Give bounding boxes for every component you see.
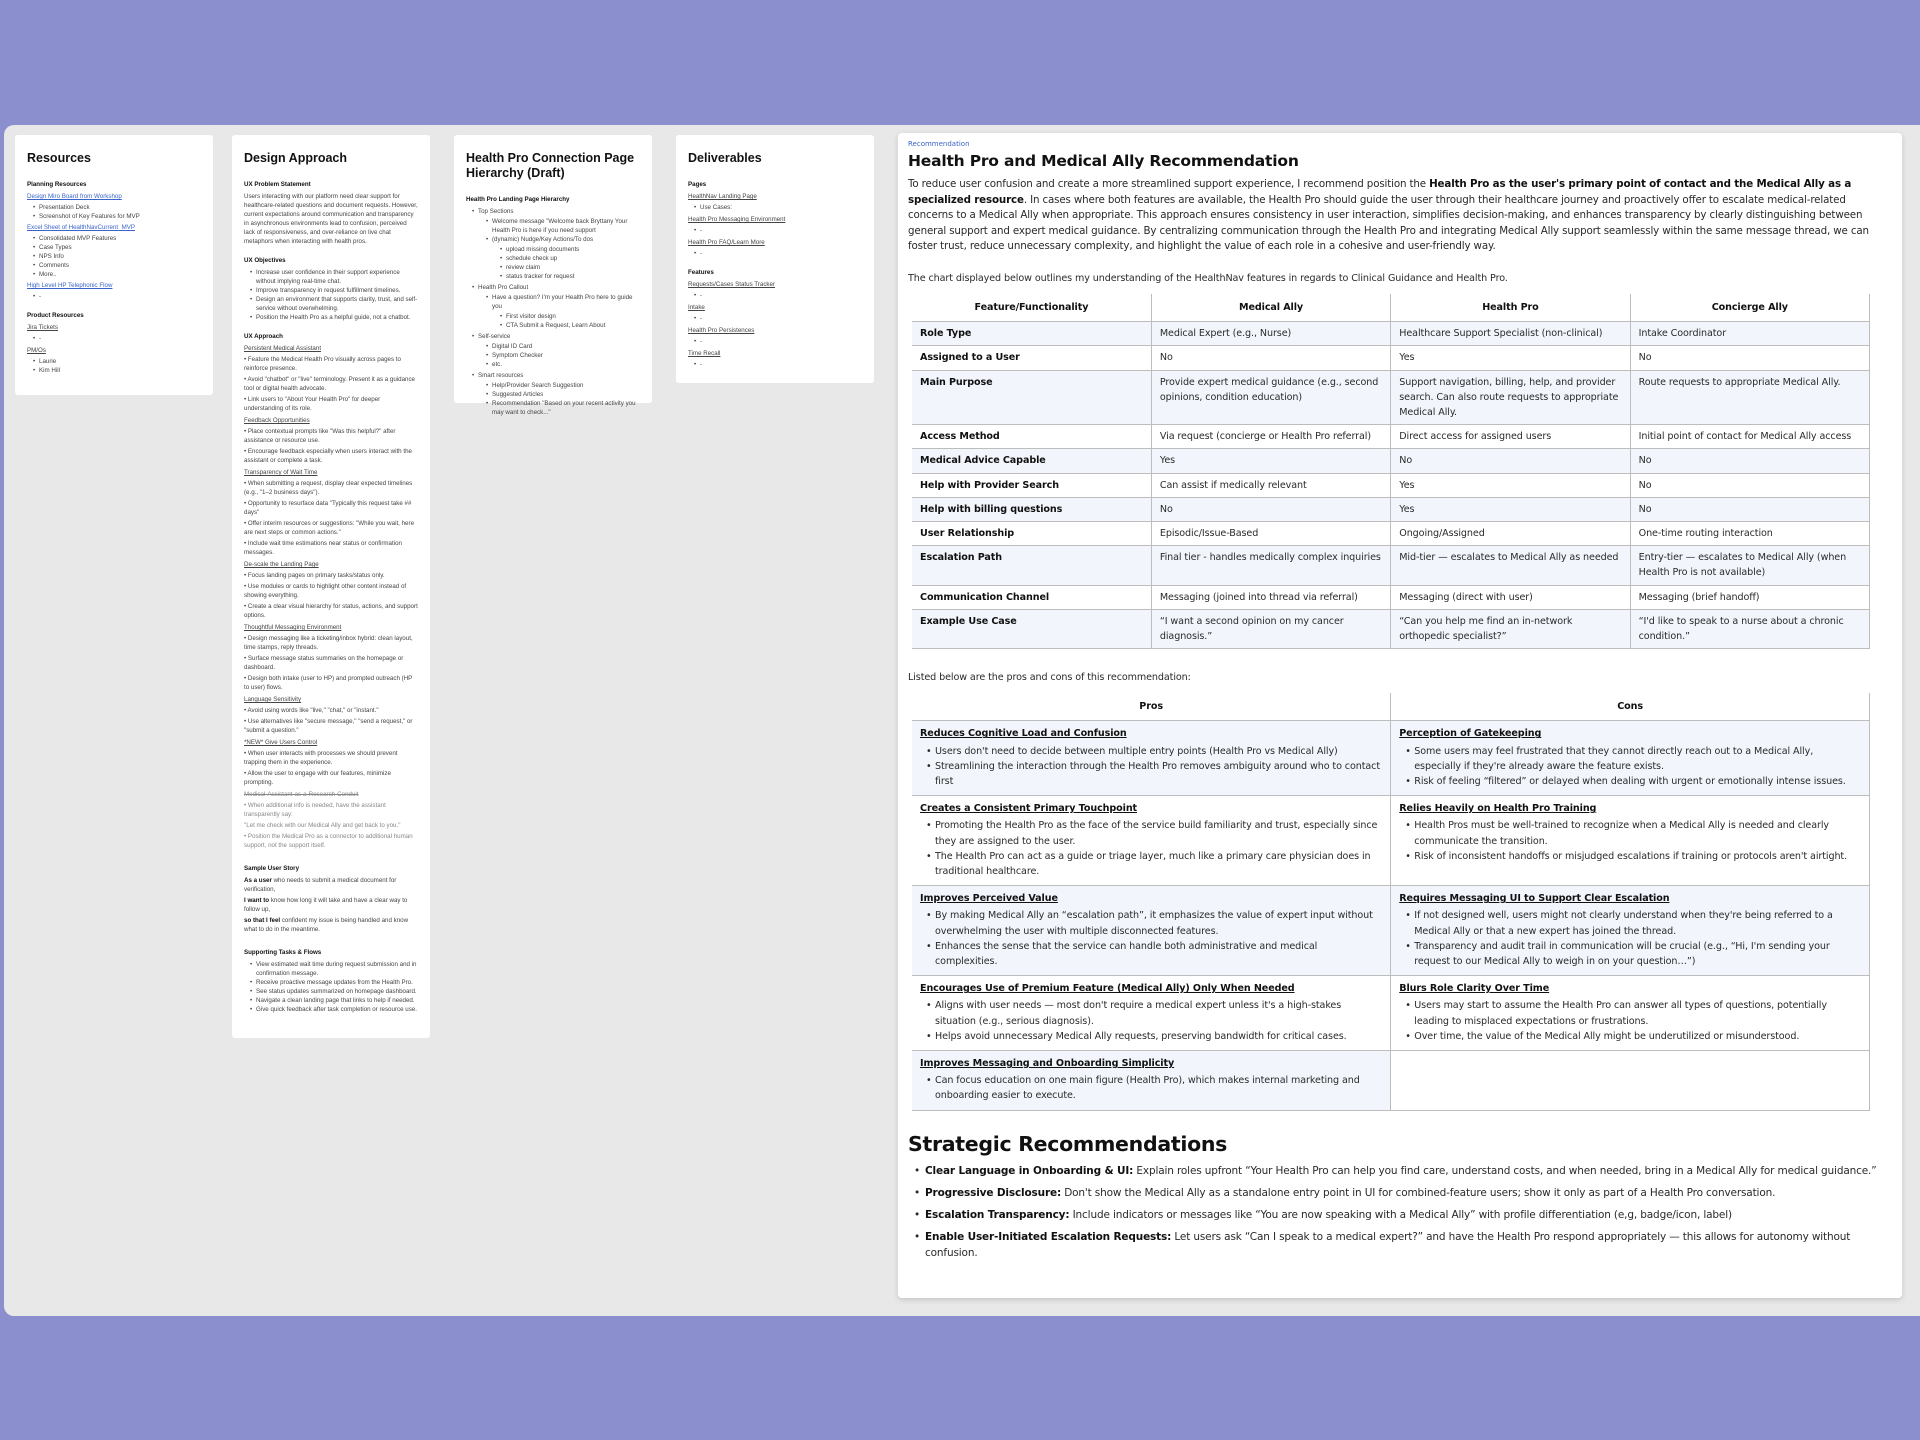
column-header: Pros [912, 693, 1391, 721]
resource-link[interactable]: Health Pro FAQ/Learn More [688, 239, 765, 246]
link-sublist [688, 203, 862, 212]
pro-cell [912, 886, 1391, 976]
ux-approach-heading: UX Approach [244, 333, 283, 340]
tree-leaf: • review claim [500, 263, 640, 272]
tasks-heading: Supporting Tasks & Flows [244, 949, 322, 956]
link-sublist [688, 360, 862, 369]
table-cell: Intake Coordinator [1630, 322, 1869, 346]
table-cell: No [1391, 449, 1630, 473]
row-label: Medical Advice Capable [912, 449, 1151, 473]
table-cell: Healthcare Support Specialist (non-clinical) [1391, 322, 1630, 346]
table-cell: Yes [1151, 449, 1390, 473]
features-heading: Features [688, 269, 714, 276]
resource-link[interactable]: PM/Os [27, 347, 46, 354]
pro-cell-title: Reduces Cognitive Load and Confusion [920, 728, 1127, 740]
tree-node: • etc. [486, 360, 640, 369]
table-cell: Entry-tier — escalates to Medical Ally (when Health Pro is not available) [1630, 546, 1869, 585]
pro-cell [912, 796, 1391, 886]
tree-node: • Symptom Checker [486, 351, 640, 360]
product-resources-heading: Product Resources [27, 312, 84, 319]
list-item: • Use Cases: [694, 203, 862, 212]
list-item: • Case Types [33, 243, 201, 252]
approach-section-link[interactable]: De-scale the Landing Page [244, 561, 319, 568]
column-header: Feature/Functionality [912, 294, 1151, 322]
strategic-item: • Clear Language in Onboarding & UI: Explain roles upfront “Your Health Pro can help you find care, understand costs, and when needed, bring in a Medical Ally for medical guidance.” [914, 1163, 1892, 1180]
task-item: • Receive proactive message updates from the Health Pro. [250, 978, 418, 987]
ux-objectives-list [244, 268, 418, 322]
tree-node: • Help/Provider Search Suggestion [486, 381, 640, 390]
hierarchy-tree [466, 207, 640, 417]
approach-line: • Avoid "chatbot" or "live" terminology. Present it as a guidance tool or digital health advocate. [244, 376, 416, 392]
row-label: Assigned to a User [912, 346, 1151, 370]
tree-node: • Health Pro Callout • Have a question? I'm your Health Pro here to guide you • First visitor design • CTA Submit a Request, Learn About [472, 283, 640, 330]
page-title: Health Pro and Medical Ally Recommendation [908, 152, 1299, 170]
approach-line: • Design messaging like a ticketing/inbox hybrid: clean layout, time stamps, reply threads. [244, 635, 413, 651]
resource-link[interactable]: Health Pro Persistences [688, 327, 755, 334]
objective-item: • Position the Health Pro as a helpful guide, not a chatbot. [250, 313, 418, 322]
table-row [912, 546, 1870, 585]
resources-card[interactable] [15, 135, 213, 395]
list-item: • By making Medical Ally an “escalation path”, it emphasizes the value of expert input without overwhelming the user with multiple disconnected features. [926, 908, 1382, 938]
table-cell: No [1630, 449, 1869, 473]
row-label: Communication Channel [912, 585, 1151, 609]
table-cell: Yes [1391, 473, 1630, 497]
strategic-item: • Enable User-Initiated Escalation Requests: Let users ask “Can I speak to a medical expert?” and have the Health Pro respond appropriately — this allows for autonomy without confusion. [914, 1229, 1892, 1262]
pros-cons-table [912, 693, 1870, 1110]
link-sublist [27, 334, 201, 343]
approach-line: • Use alternatives like "secure message," "send a request," or "submit a question." [244, 718, 413, 734]
table-cell: Messaging (direct with user) [1391, 585, 1630, 609]
table-cell: “I want a second opinion on my cancer diagnosis.” [1151, 609, 1390, 648]
list-item: • Aligns with user needs — most don't require a medical expert unless it's a high-stakes situation (e.g., serious diagnosis). [926, 998, 1382, 1028]
table-cell: “Can you help me find an in-network orthopedic specialist?” [1391, 609, 1630, 648]
table-row [912, 609, 1870, 648]
table-cell: No [1630, 346, 1869, 370]
approach-line: • Surface message status summaries on the homepage or dashboard. [244, 655, 404, 671]
column-header: Medical Ally [1151, 294, 1390, 322]
user-story [244, 876, 418, 934]
task-item: • Navigate a clean landing page that links to help if needed. [250, 996, 418, 1005]
features-list [688, 280, 862, 369]
deliverables-card[interactable] [676, 135, 874, 383]
list-item: • The Health Pro can act as a guide or triage layer, much like a primary care physician does in traditional healthcare. [926, 849, 1382, 879]
table-row [912, 1051, 1870, 1111]
link-sublist [688, 314, 862, 323]
task-item: • Give quick feedback after task completion or resource use. [250, 1005, 418, 1014]
link-sublist [27, 234, 201, 279]
tree-leaf: • schedule check up [500, 254, 640, 263]
list-item: • Promoting the Health Pro as the face of the service build familiarity and trust, especially since they are assigned to the user. [926, 818, 1382, 848]
pro-cell-title: Encourages Use of Premium Feature (Medical Ally) Only When Needed [920, 983, 1295, 995]
table-cell: Messaging (brief handoff) [1630, 585, 1869, 609]
approach-section-link[interactable]: Thoughtful Messaging Environment [244, 624, 342, 631]
task-item: • See status updates summarized on homepage dashboard. [250, 987, 418, 996]
approach-line: • Create a clear visual hierarchy for status, actions, and support options. [244, 603, 418, 619]
pro-cell-title: Improves Perceived Value [920, 893, 1058, 905]
recommendation-card[interactable] [898, 133, 1902, 1298]
approach-line: • Link users to "About Your Health Pro" for deeper understanding of its role. [244, 396, 381, 412]
list-item: • Streamlining the interaction through the Health Pro removes ambiguity around who to contact first [926, 759, 1382, 789]
con-cell-title: Relies Heavily on Health Pro Training [1399, 803, 1597, 815]
list-item: • - [694, 314, 862, 323]
list-item: • - [33, 334, 201, 343]
product-links [27, 323, 201, 375]
approach-section-link[interactable]: Feedback Opportunities [244, 417, 310, 424]
task-item: • View estimated wait time during request submission and in confirmation message. [250, 960, 418, 978]
pro-cell [912, 721, 1391, 796]
approach-line: • Focus landing pages on primary tasks/status only. [244, 572, 385, 579]
approach-line: • Include wait time estimations near status or confirmation messages. [244, 540, 402, 556]
tree-leaf: • First visitor design [500, 312, 640, 321]
resource-link[interactable]: Intake [688, 304, 705, 311]
list-item: • Health Pros must be well-trained to recognize when a Medical Ally is needed and clearly communicate the transition. [1405, 818, 1861, 848]
row-label: Role Type [912, 322, 1151, 346]
tree-node: • Welcome message "Welcome back Bryttany Your Health Pro is here if you need support [486, 217, 640, 235]
ux-objectives-heading: UX Objectives [244, 257, 286, 264]
list-item: • - [694, 337, 862, 346]
approach-line: • Feature the Medical Health Pro visually across pages to reinforce presence. [244, 356, 401, 372]
link-sublist [688, 337, 862, 346]
table-cell: No [1630, 473, 1869, 497]
approach-section-link[interactable]: Persistent Medical Assistant [244, 345, 322, 352]
list-item: • Comments [33, 261, 201, 270]
table-cell: No [1151, 346, 1390, 370]
table-row [912, 322, 1870, 346]
approach-line: • Design both intake (user to HP) and prompted outreach (HP to user) flows. [244, 675, 413, 691]
list-item: • Laurie [33, 357, 201, 366]
column-header: Cons [1391, 693, 1870, 721]
table-cell: Episodic/Issue-Based [1151, 522, 1390, 546]
row-label: Help with Provider Search [912, 473, 1151, 497]
list-item: • Users don't need to decide between multiple entry points (Health Pro vs Medical Ally) [926, 744, 1382, 759]
ux-approach-sections [244, 344, 418, 787]
table-cell: Via request (concierge or Health Pro referral) [1151, 425, 1390, 449]
objective-item: • Increase user confidence in their support experience without implying real-time chat. [250, 268, 418, 286]
objective-item: • Improve transparency in request fulfillment timelines. [250, 286, 418, 295]
list-item: • Over time, the value of the Medical Ally might be underutilized or misunderstood. [1405, 1029, 1861, 1044]
strategic-list [908, 1163, 1892, 1262]
approach-line: • When user interacts with processes we should prevent trapping them in the experience. [244, 750, 398, 766]
column-header: Concierge Ally [1630, 294, 1869, 322]
table-row [912, 796, 1870, 886]
table-cell: Provide expert medical guidance (e.g., second opinions, condition education) [1151, 370, 1390, 425]
table-cell: Support navigation, billing, help, and provider search. Can also route requests to appropriate Medical Ally. [1391, 370, 1630, 425]
table-cell: Route requests to appropriate Medical Ally. [1630, 370, 1869, 425]
approach-line: • Use modules or cards to highlight other content instead of showing everything. [244, 583, 407, 599]
hierarchy-subheading: Health Pro Landing Page Hierarchy [466, 196, 570, 203]
resource-link[interactable]: Design Miro Board from Workshop [27, 193, 122, 200]
table-row [912, 370, 1870, 425]
table-row [912, 976, 1870, 1051]
tree-leaf: • status tracker for request [500, 272, 640, 281]
struck-line: "Let me check with our Medical Ally and get back to you." [244, 822, 401, 829]
tree-node: • Smart resources • Help/Provider Search Suggestion • Suggested Articles • Recommendation "Based on your recent activity you may want to check..." [472, 371, 640, 417]
ux-problem-text: Users interacting with our platform need clear support for healthcare-related questions and document requests. However, current expectations around communication and transparency in asynchronous environments lead to confusion, perceived lack of responsiveness, and over-reliance on live chat metaphors when interacting with health pros. [244, 193, 418, 245]
list-item: • More.. [33, 270, 201, 279]
table-cell: Medical Expert (e.g., Nurse) [1151, 322, 1390, 346]
resource-link[interactable]: High Level HP Telephonic Flow [27, 282, 113, 289]
list-item: • - [694, 226, 862, 235]
list-item: • Enhances the sense that the service can handle both administrative and medical complexities. [926, 939, 1382, 969]
list-item: • Kim Hill [33, 366, 201, 375]
resource-link[interactable]: Excel Sheet of HealthNavCurrent_MVP [27, 224, 135, 231]
table-cell: One-time routing interaction [1630, 522, 1869, 546]
con-cell [1391, 1051, 1870, 1111]
list-item: • Helps avoid unnecessary Medical Ally requests, preserving bandwidth for critical cases. [926, 1029, 1382, 1044]
hierarchy-title: Health Pro Connection Page Hierarchy (Draft) [466, 151, 635, 180]
list-item: • - [694, 291, 862, 300]
approach-section-link[interactable]: Transparency of Wait Time [244, 469, 318, 476]
objective-item: • Design an environment that supports clarity, trust, and self-service without overwhelming. [250, 295, 418, 313]
table-row [912, 585, 1870, 609]
con-cell-title: Requires Messaging UI to Support Clear Escalation [1399, 893, 1670, 905]
tree-node: • Self-service • Digital ID Card • Symptom Checker • etc. [472, 332, 640, 369]
pro-cell [912, 1051, 1391, 1111]
approach-line: • Allow the user to engage with our features, minimize prompting. [244, 770, 391, 786]
row-label: User Relationship [912, 522, 1151, 546]
approach-section-link[interactable]: *NEW* Give Users Control [244, 739, 318, 746]
tree-node: • Digital ID Card [486, 342, 640, 351]
table-cell: Final tier - handles medically complex inquiries [1151, 546, 1390, 585]
tree-node: • (dynamic) Nudge/Key Actions/To dos • upload missing documents • schedule check up • review claim • status tracker for request [486, 235, 640, 281]
link-sublist [688, 291, 862, 300]
con-cell [1391, 976, 1870, 1051]
table-cell: Ongoing/Assigned [1391, 522, 1630, 546]
struck-section-label[interactable]: Medical-Assistant-as-a-Research-Conduit [244, 791, 359, 798]
list-item: • - [694, 249, 862, 258]
list-item: • Screenshot of Key Features for MVP [33, 212, 201, 221]
table-row [912, 346, 1870, 370]
strategic-item: • Escalation Transparency: Include indicators or messages like “You are now speaking with a Medical Ally” with profile differentiation (e,g, badge/icon, label) [914, 1207, 1892, 1224]
table-cell: Yes [1391, 497, 1630, 521]
resources-title: Resources [27, 151, 91, 165]
row-label: Example Use Case [912, 609, 1151, 648]
table-row [912, 449, 1870, 473]
table-row [912, 473, 1870, 497]
approach-line: • Place contextual prompts like "Was this helpful?" after assistance or resource use. [244, 428, 396, 444]
approach-line: • Encourage feedback especially when users interact with the assistant or complete a task. [244, 448, 412, 464]
pages-heading: Pages [688, 181, 707, 188]
con-cell [1391, 886, 1870, 976]
table-row [912, 497, 1870, 521]
ux-problem-heading: UX Problem Statement [244, 181, 311, 188]
row-label: Access Method [912, 425, 1151, 449]
breadcrumb[interactable]: Recommendation [908, 140, 970, 148]
struck-line: • When additional info is needed, have the assistant transparently say: [244, 802, 386, 818]
tree-node: • Have a question? I'm your Health Pro here to guide you • First visitor design • CTA Submit a Request, Learn About [486, 293, 640, 330]
table-row [912, 522, 1870, 546]
list-item: • Risk of inconsistent handoffs or misjudged escalations if training or protocols aren't airtight. [1405, 849, 1861, 864]
story-line: I want to know how long it will take and have a clear way to follow up, [244, 897, 408, 913]
feature-comparison-table [912, 294, 1870, 649]
row-label: Escalation Path [912, 546, 1151, 585]
list-item: • Some users may feel frustrated that they cannot directly reach out to a Medical Ally, especially if they're already aware the feature exists. [1405, 744, 1861, 774]
struck-section-lines [244, 801, 418, 850]
chart-intro: The chart displayed below outlines my understanding of the HealthNav features in regards to Clinical Guidance and Health Pro. [908, 272, 1508, 284]
pros-cons-intro: Listed below are the pros and cons of this recommendation: [908, 672, 1191, 684]
con-cell-title: Perception of Gatekeeping [1399, 728, 1542, 740]
list-item: • Consolidated MVP Features [33, 234, 201, 243]
table-cell: Yes [1391, 346, 1630, 370]
link-sublist [688, 249, 862, 258]
deliverables-title: Deliverables [688, 151, 762, 165]
resource-link[interactable]: Requests/Cases Status Tracker [688, 281, 776, 288]
list-item: • - [33, 292, 201, 301]
approach-line: • Offer interim resources or suggestions: "While you wait, here are next steps or common actions." [244, 520, 415, 536]
strategic-title: Strategic Recommendations [908, 1131, 1228, 1156]
tree-node: • Top Sections • Welcome message "Welcome back Bryttany Your Health Pro is here if you need support • (dynamic) Nudge/Key Actions/To dos • upload missing documents • schedule check up • review claim • status tracker for request [472, 207, 640, 281]
story-line: so that I feel confident my issue is being handled and know what to do in the meantime. [244, 917, 409, 933]
pro-cell-title: Improves Messaging and Onboarding Simplicity [920, 1058, 1175, 1070]
tasks-list [244, 960, 418, 1014]
planning-links [27, 192, 201, 301]
link-sublist [27, 357, 201, 375]
intro-paragraph: To reduce user confusion and create a more streamlined support experience, I recommend position the Health Pro as the user's primary point of contact and the Medical Ally as a specialized resource. In cases where both features are available, the Health Pro should guide the user through their healthcare journey and proactively offer to escalate medical-related concerns to a Medical Ally when appropriate. This approach ensures consistency in user interaction, simplifies decision-making, and enhances transparency by clearly distinguishing between general support and expert medical guidance. By centralizing communication through the Health Pro and integrating Medical Ally support seamlessly within the same message thread, we can foster trust, reduce unnecessary complexity, and highlight the value of each role in a cohesive and user-friendly way. [908, 178, 1869, 253]
tree-leaf: • upload missing documents [500, 245, 640, 254]
tree-node: • Suggested Articles [486, 390, 640, 399]
list-item: • Risk of feeling “filtered” or delayed when dealing with urgent or emotionally intense issues. [1405, 774, 1861, 789]
resource-link[interactable]: HealthNav Landing Page [688, 193, 757, 200]
list-item: • Users may start to assume the Health Pro can answer all types of questions, potentially leading to misplaced expectations or frustrations. [1405, 998, 1861, 1028]
table-row [912, 886, 1870, 976]
row-label: Help with billing questions [912, 497, 1151, 521]
table-row [912, 425, 1870, 449]
pro-cell-title: Creates a Consistent Primary Touchpoint [920, 803, 1138, 815]
planning-resources-heading: Planning Resources [27, 181, 87, 188]
pro-cell [912, 976, 1391, 1051]
list-item: • Presentation Deck [33, 203, 201, 212]
approach-line: • When submitting a request, display clear expected timelines (e.g., "1–2 business days"). [244, 480, 413, 496]
approach-line: • Opportunity to resurface data "Typically this request take ## days" [244, 500, 412, 516]
strategic-item: • Progressive Disclosure: Don't show the Medical Ally as a standalone entry point in UI for combined-feature users; show it only as part of a Health Pro conversation. [914, 1185, 1892, 1202]
table-cell: Messaging (joined into thread via referral) [1151, 585, 1390, 609]
design-approach-card[interactable] [232, 135, 430, 1038]
resource-link[interactable]: Time Recall [688, 350, 721, 357]
table-cell: No [1630, 497, 1869, 521]
link-sublist [27, 292, 201, 301]
tree-node: • Recommendation "Based on your recent activity you may want to check..." [486, 399, 640, 417]
list-item: • NPS Info [33, 252, 201, 261]
list-item: • - [694, 360, 862, 369]
tree-leaf: • CTA Submit a Request, Learn About [500, 321, 640, 330]
approach-section-link[interactable]: Language Sensitivity [244, 696, 302, 703]
con-cell-title: Blurs Role Clarity Over Time [1399, 983, 1550, 995]
link-sublist [688, 226, 862, 235]
resource-link[interactable]: Jira Tickets [27, 324, 58, 331]
approach-line: • Avoid using words like "live," "chat," or "instant." [244, 707, 379, 714]
list-item: • Transparency and audit trail in communication will be crucial (e.g., “Hi, I'm sending your request to our Medical Ally to weigh in on your question…”) [1405, 939, 1861, 969]
table-cell: Direct access for assigned users [1391, 425, 1630, 449]
column-header: Health Pro [1391, 294, 1630, 322]
struck-line: • Position the Medical Pro as a connector to additional human support, not the support itself. [244, 833, 413, 849]
list-item: • If not designed well, users might not clearly understand when they're being referred to a Medical Ally or that a new expert has joined the thread. [1405, 908, 1861, 938]
table-row [912, 721, 1870, 796]
pages-list [688, 192, 862, 258]
list-item: • Can focus education on one main figure (Health Pro), which makes internal marketing and onboarding easier to execute. [926, 1073, 1382, 1103]
story-line: As a user who needs to submit a medical document for verification, [244, 877, 397, 893]
link-sublist [27, 203, 201, 221]
row-label: Main Purpose [912, 370, 1151, 425]
table-cell: Can assist if medically relevant [1151, 473, 1390, 497]
table-cell: Mid-tier — escalates to Medical Ally as needed [1391, 546, 1630, 585]
table-cell: No [1151, 497, 1390, 521]
resource-link[interactable]: Health Pro Messaging Environment [688, 216, 786, 223]
hierarchy-card[interactable] [454, 135, 652, 416]
table-cell: “I'd like to speak to a nurse about a chronic condition.” [1630, 609, 1869, 648]
con-cell [1391, 796, 1870, 886]
con-cell [1391, 721, 1870, 796]
user-story-heading: Sample User Story [244, 865, 300, 872]
design-title: Design Approach [244, 151, 348, 165]
table-cell: Initial point of contact for Medical Ally access [1630, 425, 1869, 449]
